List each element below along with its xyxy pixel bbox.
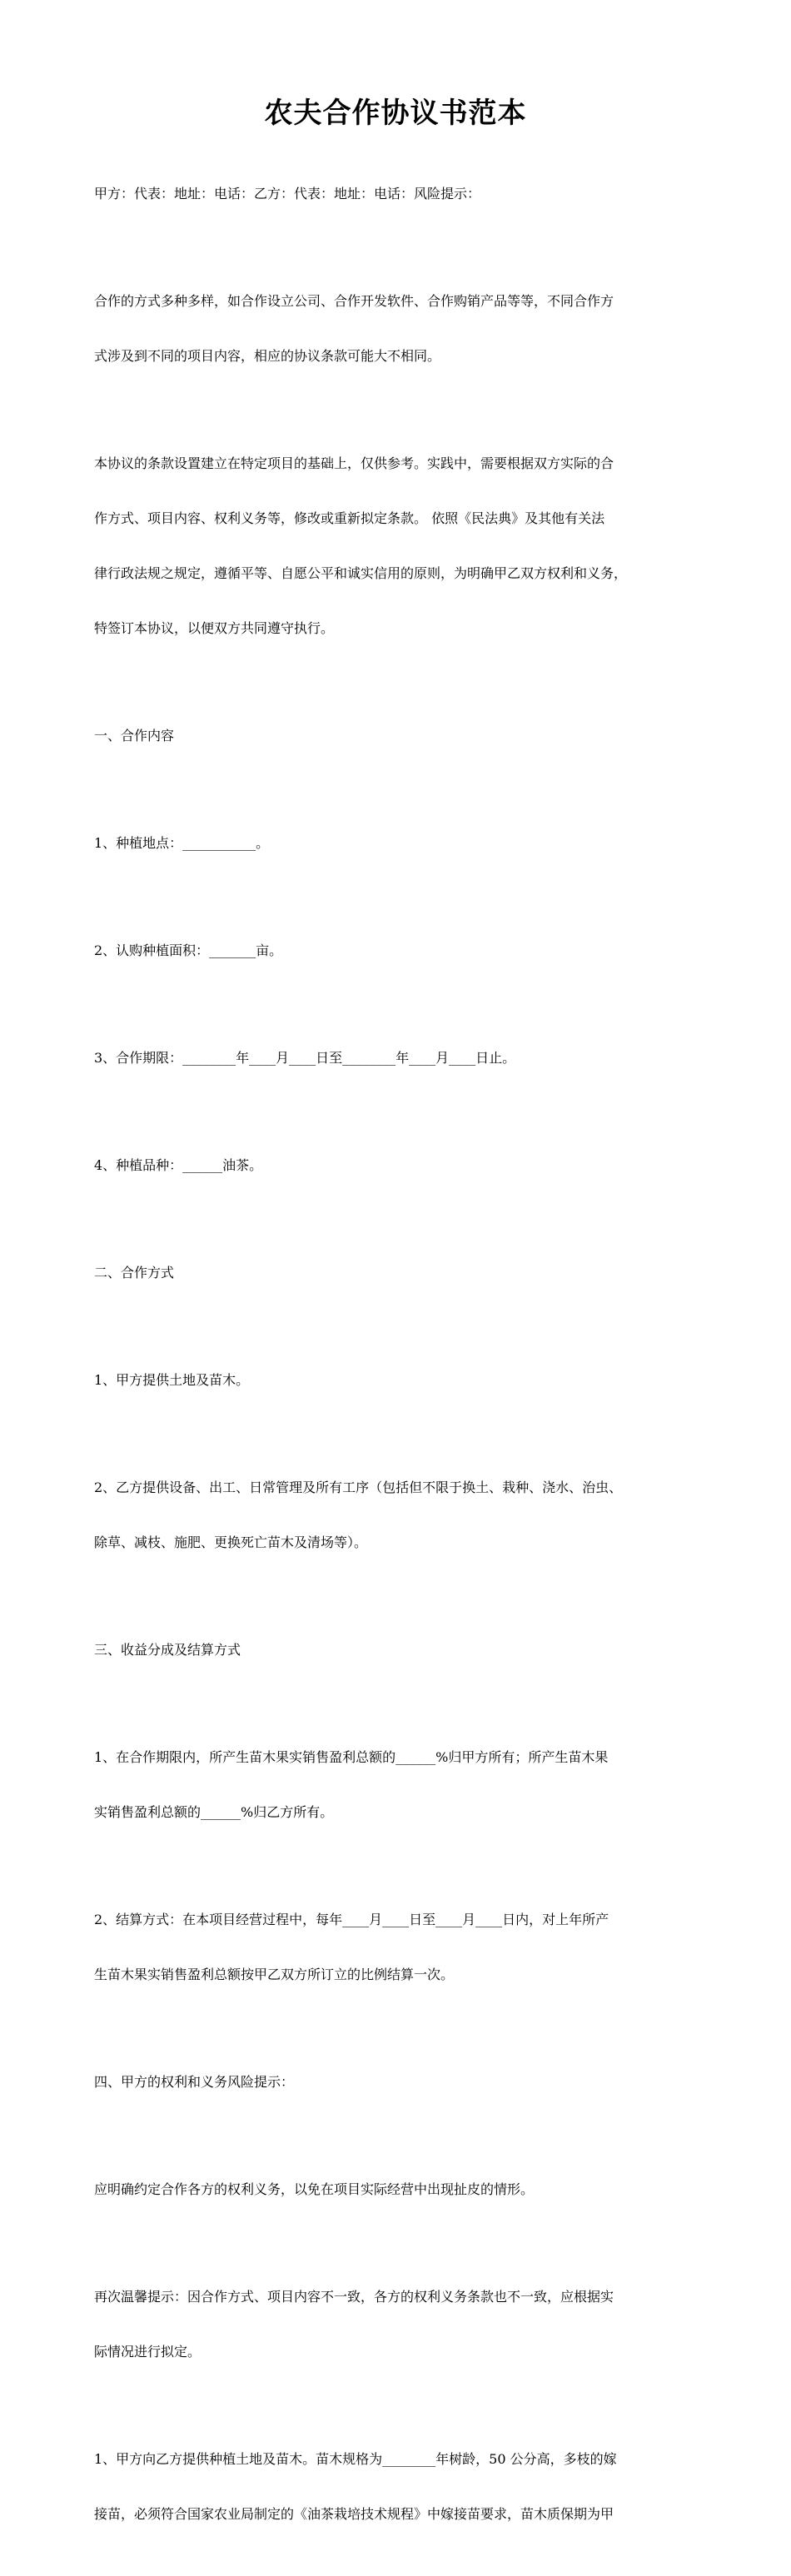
text-line: 际情况进行拟定。	[94, 2344, 201, 2360]
clause-settlement	[94, 1874, 710, 2021]
clause-planting-variety	[94, 1120, 710, 1211]
text-line: 甲方：代表：地址：电话：乙方：代表：地址：电话：风险提示：	[94, 186, 481, 201]
risk-note	[94, 2144, 710, 2235]
section-heading-4	[94, 2036, 710, 2128]
paragraph-parties	[94, 148, 710, 240]
text-line: 2、结算方式：在本项目经营过程中，每年____月____日至____月____日内，对上年所产	[94, 1912, 609, 1927]
text-line: 应明确约定合作各方的权利义务，以免在项目实际经营中出现扯皮的情形。	[94, 2181, 535, 2197]
text-line: 3、合作期限：________年____月____日至________年____月____日止。	[94, 1050, 516, 1066]
reminder-note	[94, 2251, 710, 2398]
text-line: 2、认购种植面积：_______亩。	[94, 942, 283, 958]
text-line: 三、收益分成及结算方式	[94, 1642, 241, 1658]
text-line: 合作的方式多种多样，如合作设立公司、合作开发软件、合作购销产品等等，不同合作方	[94, 293, 614, 309]
clause-party-a-supply	[94, 2414, 710, 2560]
paragraph-intro-2	[94, 418, 710, 674]
text-line: 2、乙方提供设备、出工、日常管理及所有工序（包括但不限于换土、栽种、浇水、治虫、	[94, 1479, 623, 1495]
clause-planting-location	[94, 798, 710, 889]
text-line: 一、合作内容	[94, 728, 175, 743]
document-title: 农夫合作协议书范本	[264, 97, 527, 130]
text-line: 1、甲方向乙方提供种植土地及苗木。苗木规格为________年树龄，50 公分高，多枝的嫁	[94, 2451, 617, 2467]
text-line: 式涉及到不同的项目内容，相应的协议条款可能大不相同。	[94, 348, 441, 364]
text-line: 本协议的条款设置建立在特定项目的基础上，仅供参考。实践中，需要根据双方实际的合	[94, 455, 614, 471]
section-heading-3	[94, 1604, 710, 1696]
section-heading-1	[94, 690, 710, 782]
clause-profit-share	[94, 1712, 710, 1858]
text-line: 再次温馨提示：因合作方式、项目内容不一致，各方的权利义务条款也不一致，应根据实	[94, 2289, 614, 2305]
clause-planting-area	[94, 905, 710, 997]
text-line: 实销售盈利总额的______%归乙方所有。	[94, 1804, 334, 1820]
text-line: 作方式、项目内容、权利义务等，修改或重新拟定条款。 依照《民法典》及其他有关法	[94, 510, 605, 526]
clause-cooperation-term	[94, 1012, 710, 1104]
text-line: 特签订本协议，以便双方共同遵守执行。	[94, 620, 335, 636]
text-line: 除草、减枝、施肥、更换死亡苗木及清场等）。	[94, 1534, 368, 1550]
text-line: 四、甲方的权利和义务风险提示：	[94, 2074, 295, 2090]
clause-party-a-provides	[94, 1335, 710, 1426]
section-heading-2	[94, 1227, 710, 1319]
document-body	[94, 148, 710, 2576]
clause-party-b-provides	[94, 1442, 710, 1589]
text-line: 1、在合作期限内，所产生苗木果实销售盈利总额的______%归甲方所有；所产生苗木果	[94, 1749, 609, 1765]
text-line: 1、种植地点：___________。	[94, 835, 270, 851]
text-line: 4、种植品种：______油茶。	[94, 1157, 263, 1173]
text-line: 1、甲方提供土地及苗木。	[94, 1372, 250, 1388]
text-line: 二、合作方式	[94, 1265, 175, 1281]
text-line: 律行政法规之规定，遵循平等、自愿公平和诚实信用的原则，为明确甲乙双方权利和义务，	[94, 565, 628, 581]
text-line: 生苗木果实销售盈利总额按甲乙双方所订立的比例结算一次。	[94, 1967, 455, 1982]
paragraph-intro-1	[94, 256, 710, 402]
text-line: 接苗，必须符合国家农业局制定的《油茶栽培技术规程》中嫁接苗要求，苗木质保期为甲	[94, 2506, 614, 2522]
